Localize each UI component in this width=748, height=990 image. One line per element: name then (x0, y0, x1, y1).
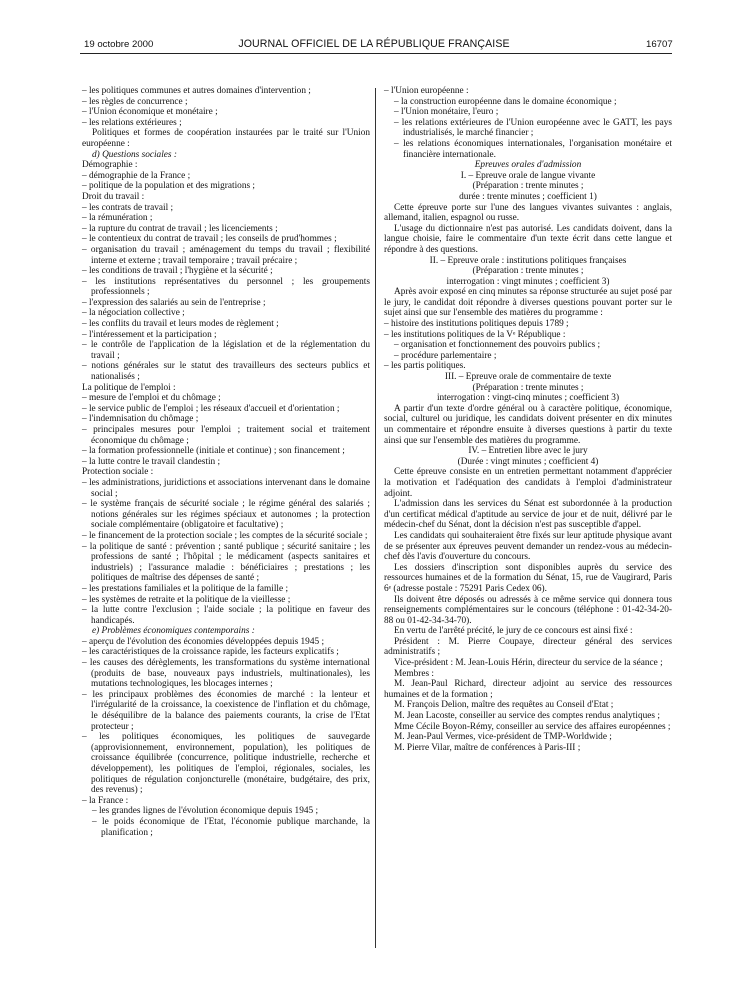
sub-list-item: – l'Union monétaire, l'euro ; (394, 107, 499, 118)
sub-list-item: – procédure parlementaire ; (394, 350, 497, 361)
centered-heading: interrogation : vingt-cinq minutes ; coefficient 3) (436, 393, 620, 404)
list-item: – les systèmes de retraite et la politique de la vieillesse ; (82, 594, 291, 605)
list-item: – les prestations familiales et la politique de la famille ; (82, 583, 289, 594)
list-item: – les conflits du travail et leurs modes de règlement ; (82, 319, 279, 330)
list-item: – les caractéristiques de la croissance rapide, les facteurs explicatifs ; (82, 647, 339, 658)
list-item: – aperçu de l'évolution des économies développées depuis 1945 ; (82, 636, 325, 647)
centered-heading: (Préparation : trente minutes ; (472, 266, 584, 277)
list-item: – principales mesures pour l'emploi ; traitement social et traitement économique du chômage ; (82, 425, 370, 446)
list-item: – le contrôle de l'application de la législation et de la réglementation du travail ; (82, 340, 370, 361)
sub-list-item: – la construction européenne dans le domaine économique ; (394, 96, 617, 107)
paragraph: Ils doivent être déposés ou adressés à ce même service qui donnera tous renseignements complémentaires sur le concours (téléphone : 01-42-34-20-88 ou 01-42-34-34-70). (384, 594, 672, 626)
list-item: – démographie de la France ; (82, 170, 191, 181)
centered-heading: (Durée : vingt minutes ; coefficient 4) (457, 456, 599, 467)
subheading: La politique de l'emploi : (82, 382, 176, 393)
page-header (0, 38, 748, 52)
list-item: – la lutte contre l'exclusion ; l'aide sociale ; la politique en faveur des handicapés. (82, 605, 370, 626)
section-heading: d) Questions sociales : (92, 149, 177, 160)
list-item: – politique de la population et des migrations ; (82, 181, 255, 192)
paragraph: Membres : (394, 668, 435, 679)
centered-heading: III. – Epreuve orale de commentaire de texte (444, 372, 612, 383)
header-page-number: 16707 (646, 39, 673, 50)
list-item: – la rupture du contrat de travail ; les licenciements ; (82, 223, 278, 234)
column-divider (375, 88, 376, 948)
section-heading: e) Problèmes économiques contemporains : (92, 626, 255, 637)
centered-heading: (Préparation : trente minutes ; (472, 382, 584, 393)
list-item: – mesure de l'emploi et du chômage ; (82, 393, 221, 404)
paragraph: M. Jean-Paul Richard, directeur adjoint au service des ressources humaines et de la formation ; (384, 679, 672, 700)
list-item: – les conditions de travail ; l'hygiène et la sécurité ; (82, 266, 273, 277)
header-date: 19 octobre 2000 (84, 39, 154, 50)
centered-heading: (Préparation : trente minutes ; (472, 181, 584, 192)
right-column (384, 86, 672, 753)
section-title: Epreuves orales d'admission (474, 160, 582, 171)
paragraph: Les dossiers d'inscription sont disponibles auprès du service des ressources humaines et de la formation du Sénat, 15, rue de Vaugirard, Paris 6ᵉ (adresse postale : 75291 Paris Cedex 06). (384, 562, 672, 594)
sub-list-item: – organisation et fonctionnement des pouvoirs publics ; (394, 340, 601, 351)
list-item: – l'indemnisation du chômage ; (82, 414, 199, 425)
paragraph: Les candidats qui souhaiteraient être fixés sur leur aptitude physique avant de se présenter aux épreuves peuvent demander un rendez-vous au médecin-chef dès l'avis d'ouverture du concours. (384, 530, 672, 563)
list-item: – le financement de la protection sociale ; les comptes de la sécurité sociale ; (82, 530, 368, 541)
paragraph: Après avoir exposé en cinq minutes sa réponse structurée au sujet posé par le jury, le candidat doit répondre à diverses questions pouvant porter sur le sujet ainsi que sur l'ensemble des matières du programme : (384, 287, 672, 319)
paragraph: Cette épreuve porte sur l'une des langues vivantes suivantes : anglais, allemand, italien, espagnol ou russe. (384, 202, 672, 224)
list-item: – les relations extérieures ; (82, 117, 182, 128)
list-item: – les partis politiques. (384, 361, 466, 372)
list-item: – le système français de sécurité sociale ; le régime général des salariés ; notions générales sur les régimes spéciaux et autonomes ; la protection sociale complémentaire (obligatoire et facultative) ; (82, 499, 370, 531)
list-item: – les principaux problèmes des économies de marché : la lenteur et l'irrégularité de la croissance, la coexistence de l'inflation et du chômage, le déséquilibre de la balance des paiements courants, la crise de l'Etat protecteur ; (82, 689, 370, 732)
subheading: Protection sociale : (82, 467, 154, 478)
paragraph: Cette épreuve consiste en un entretien permettant notamment d'apprécier la motivation et l'adéquation des candidats à l'emploi d'administrateur adjoint. (384, 467, 672, 499)
centered-heading: I. – Epreuve orale de langue vivante (460, 170, 596, 181)
list-item: – les causes des dérèglements, les transformations du système international (produits de base, nouveaux pays industriels, multinationales), les mutations technologiques, les blocages internes ; (82, 658, 370, 690)
list-item: – l'Union économique et monétaire ; (82, 107, 218, 118)
paragraph: L'admission dans les services du Sénat est subordonnée à la production d'un certificat médical d'aptitude au service de jour et de nuit, délivré par le médecin-chef du Sénat, dont la décision n'est pas susceptible d'appel. (384, 499, 672, 531)
list-item: – le service public de l'emploi ; les réseaux d'accueil et d'orientation ; (82, 403, 340, 414)
list-item: – la France : (82, 795, 129, 806)
centered-heading: durée : trente minutes ; coefficient 1) (459, 191, 597, 202)
paragraph: L'usage du dictionnaire n'est pas autorisé. Les candidats doivent, dans la langue choisie, faire le commentaire d'un texte écrit dans cette langue et répondre à des questions. (384, 223, 672, 255)
paragraph: En vertu de l'arrêté précité, le jury de ce concours est ainsi fixé : (394, 626, 633, 637)
list-item: – les règles de concurrence ; (82, 96, 188, 107)
paragraph: A partir d'un texte d'ordre général ou à caractère politique, économique, social, culturel ou juridique, les candidats doivent présenter en dix minutes un commentaire et répondre ensuite à diverses questions à partir du texte ainsi que sur l'ensemble des matières du programme. (384, 403, 672, 446)
left-column (82, 86, 370, 838)
list-item: – l'expression des salariés au sein de l'entreprise ; (82, 297, 266, 308)
paragraph: Politiques et formes de coopération instaurées par le traité sur l'Union européenne : (82, 128, 370, 149)
header-title: JOURNAL OFFICIEL DE LA RÉPUBLIQUE FRANÇAISE (238, 38, 510, 50)
list-item: – les institutions politiques de la Vᵉ République : (384, 329, 566, 340)
paragraph: Vice-président : M. Jean-Louis Hérin, directeur du service de la séance ; (394, 658, 663, 669)
sub-list-item: – le poids économique de l'Etat, l'économie publique marchande, la planification ; (92, 816, 370, 838)
list-item: – les contrats de travail ; (82, 202, 174, 213)
list-item: – la négociation collective ; (82, 308, 185, 319)
centered-heading: IV. – Entretien libre avec le jury (468, 446, 588, 457)
header-rule (80, 53, 672, 54)
list-item: – histoire des institutions politiques depuis 1789 ; (384, 319, 569, 330)
paragraph: M. François Delion, maître des requêtes au Conseil d'Etat ; (394, 700, 614, 711)
list-item: – notions générales sur le statut des travailleurs des secteurs publics et nationalisés ; (82, 361, 370, 383)
list-item: – les politiques économiques, les politiques de sauvegarde (approvisionnement, environnement, population), les politiques de croissance équilibrée (concurrence, politique industrielle, recherche et développement), les politiques de l'emploi, régionales, sociales, les politiques de régulation conjoncturelle (monétaire, budgétaire, des prix, des revenus) ; (82, 732, 370, 796)
list-item: – la lutte contre le travail clandestin ; (82, 456, 221, 467)
list-item: – l'Union européenne : (384, 86, 469, 96)
paragraph: Mme Cécile Boyon-Rémy, conseiller au service des affaires européennes ; (394, 721, 671, 732)
list-item: – l'intéressement et la participation ; (82, 329, 217, 340)
sub-list-item: – les relations économiques internationales, l'organisation monétaire et financière internationale. (394, 138, 672, 160)
paragraph: M. Jean-Paul Vermes, vice-président de TMP-Worldwide ; (394, 732, 612, 743)
centered-heading: interrogation : vingt minutes ; coefficient 3) (446, 276, 610, 287)
list-item: – les administrations, juridictions et associations intervenant dans le domaine social ; (82, 477, 370, 499)
sub-list-item: – les relations extérieures de l'Union européenne avec le GATT, les pays industrialisés, le marché financier ; (394, 117, 672, 139)
list-item: – les institutions représentatives du personnel ; les groupements professionnels ; (82, 276, 370, 298)
list-item: – les politiques communes et autres domaines d'intervention ; (82, 86, 311, 96)
list-item: – la formation professionnelle (initiale et continue) ; son financement ; (82, 446, 345, 457)
paragraph: M. Jean Lacoste, conseiller au service des comptes rendus analytiques ; (394, 711, 660, 722)
list-item: – la rémunération ; (82, 213, 153, 224)
list-item: – le contentieux du contrat de travail ; les conseils de prud'hommes ; (82, 234, 337, 245)
subheading: Droit du travail : (82, 191, 145, 202)
sub-list-item: – les grandes lignes de l'évolution économique depuis 1945 ; (92, 806, 319, 817)
subheading: Démographie : (82, 160, 138, 171)
list-item: – organisation du travail ; aménagement du temps du travail ; flexibilité interne et externe ; travail temporaire ; travail précaire ; (82, 244, 370, 266)
list-item: – la politique de santé : prévention ; santé publique ; sécurité sanitaire ; les professions de santé ; l'hôpital ; le médicament (aspects sanitaires et industriels) ; l'assurance maladie : bénéficiaires ; prestations ; les politiques de maîtrise des dépenses de santé ; (82, 541, 370, 584)
paragraph: M. Pierre Vilar, maître de conférences à Paris-III ; (394, 742, 581, 753)
centered-heading: II. – Epreuve orale : institutions politiques françaises (429, 255, 627, 266)
paragraph: Président : M. Pierre Coupaye, directeur général des services administratifs ; (384, 636, 672, 658)
